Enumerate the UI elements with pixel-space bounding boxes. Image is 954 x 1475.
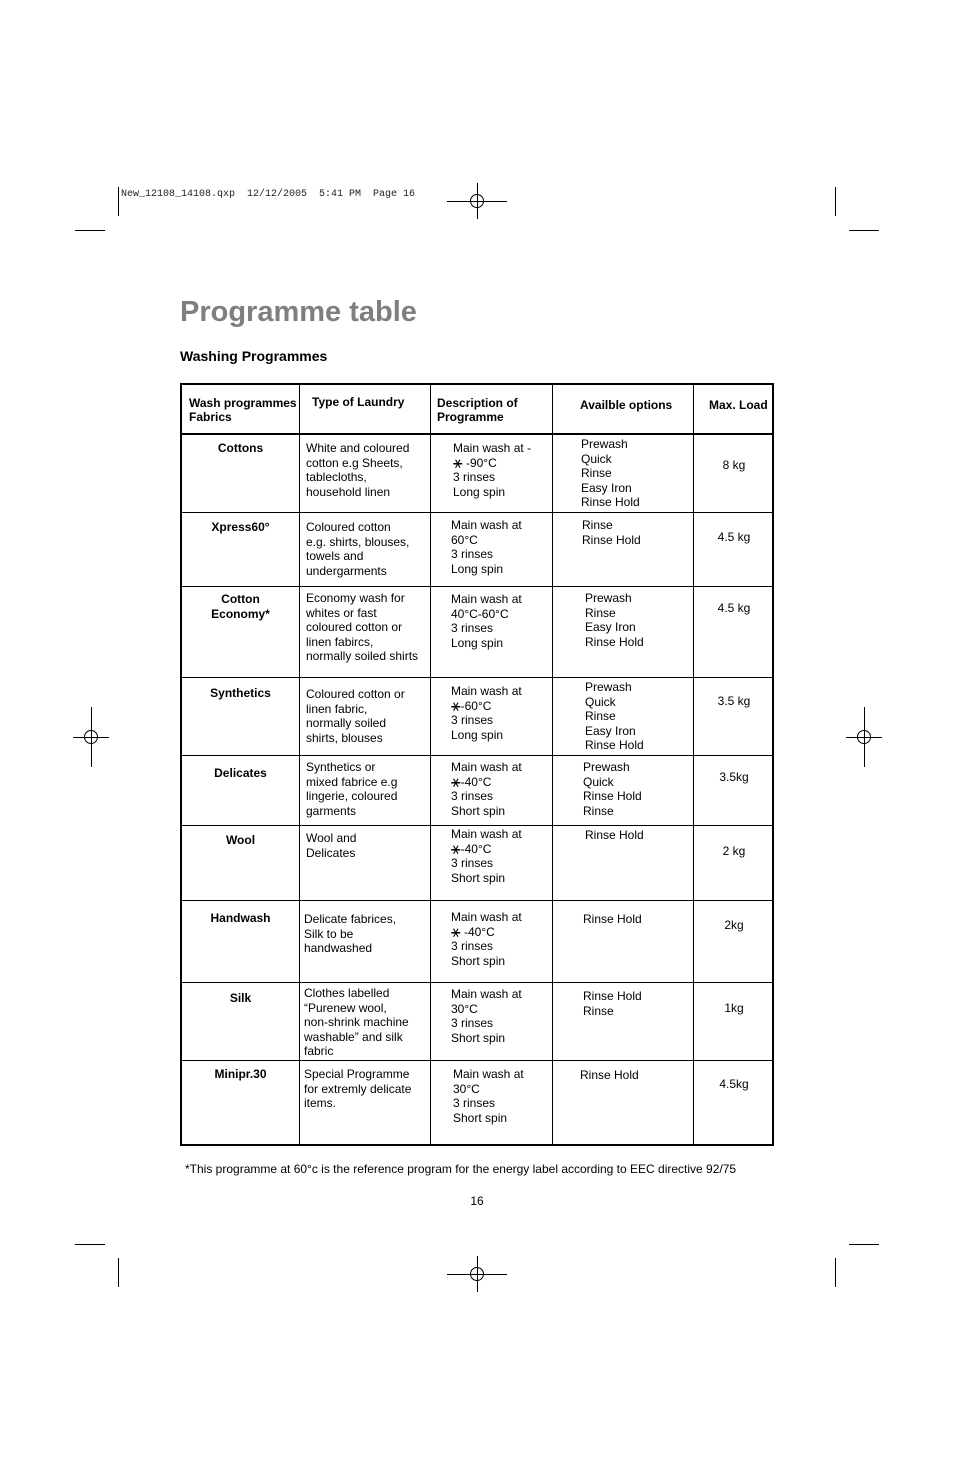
crop-mark [75,230,105,231]
laundry-type: Economy wash for whites or fast coloured cotton or linen fabircs, normally soiled shirts [306,591,419,663]
programme-name: Cottons [217,441,264,455]
snowflake-icon: ⚹ [453,454,463,472]
max-load: 2 kg [722,844,746,858]
row-divider [182,755,772,756]
max-load: 4.5kg [719,1077,749,1091]
laundry-type: Clothes labelled “Purenew wool, non-shrink machine washable” and silk fabric [304,986,409,1058]
available-options: Prewash Quick Rinse Easy Iron Rinse Hold [581,437,640,509]
registration-mark-bottom [447,1256,507,1292]
max-load: 2kg [724,918,744,932]
row-divider [182,1060,772,1061]
laundry-type: Coloured cotton e.g. shirts, blouses, towels and undergarments [306,520,410,578]
header-options: Availble options [580,398,673,412]
programme-name: Xpress60° [211,520,270,534]
crop-mark [75,1244,105,1245]
header-programme: Wash programmes Fabrics [189,396,297,424]
crop-mark [849,230,879,231]
row-divider [182,825,772,826]
programme-name: Cotton Economy* [211,592,270,621]
programme-description: Main wash at 30°C 3 rinses Short spin [453,1067,524,1125]
column-divider [693,385,694,1144]
laundry-type: Wool and Delicates [306,831,357,860]
header-laundry: Type of Laundry [312,395,405,409]
programme-description: Main wash at ⚹-40°C 3 rinses Short spin [451,760,522,818]
row-divider [182,433,772,435]
available-options: Rinse Hold [585,828,644,842]
snowflake-icon: ⚹ [451,697,461,715]
registration-mark-left [73,707,109,767]
available-options: Rinse Hold [580,1068,639,1082]
programme-description: Main wash at - ⚹ -90°C 3 rinses Long spin [453,441,532,499]
header-load: Max. Load [709,398,768,412]
crop-mark [118,1258,119,1287]
laundry-type: White and coloured cotton e.g Sheets, tablecloths, household linen [306,441,410,499]
programme-description: Main wash at ⚹-40°C 3 rinses Short spin [451,827,522,885]
programme-table [180,383,774,1146]
snowflake-icon: ⚹ [451,923,461,941]
column-divider [430,385,431,1144]
available-options: Prewash Quick Rinse Hold Rinse [583,760,642,818]
row-divider [182,982,772,983]
max-load: 1kg [724,1001,744,1015]
programme-description: Main wash at 60°C 3 rinses Long spin [451,518,522,576]
max-load: 4.5 kg [717,530,751,544]
section-subtitle: Washing Programmes [180,348,328,364]
crop-mark [835,187,836,216]
header-description: Description of Programme [437,396,518,424]
row-divider [182,586,772,587]
available-options: Prewash Quick Rinse Easy Iron Rinse Hold [585,680,644,752]
available-options: Rinse Hold Rinse [583,989,642,1018]
registration-mark-right [846,707,882,767]
available-options: Prewash Rinse Easy Iron Rinse Hold [585,591,644,649]
programme-name: Handwash [210,911,271,925]
laundry-type: Synthetics or mixed fabrice e.g lingerie, coloured garments [306,760,398,818]
page-number: 16 [470,1194,484,1208]
laundry-type: Special Programme for extremly delicate items. [304,1067,412,1110]
programme-description: Main wash at 40°C-60°C 3 rinses Long spin [451,592,522,650]
max-load: 8 kg [722,458,746,472]
registration-mark-top [447,183,507,219]
footnote: *This programme at 60°c is the reference program for the energy label according to EEC directive 92/75 [185,1162,737,1176]
programme-name: Delicates [214,766,267,780]
crop-mark [849,1244,879,1245]
laundry-type: Delicate fabrices, Silk to be handwashed [304,912,397,955]
programme-description: Main wash at ⚹ -40°C 3 rinses Short spin [451,910,522,968]
slug-line: New_12108_14108.qxp 12/12/2005 5:41 PM Page 16 [121,189,416,200]
programme-description: Main wash at 30°C 3 rinses Short spin [451,987,522,1045]
programme-description: Main wash at ⚹-60°C 3 rinses Long spin [451,684,522,742]
programme-name: Silk [229,991,252,1005]
crop-mark [835,1258,836,1287]
programme-name: Wool [225,833,256,847]
programme-name: Synthetics [210,686,271,700]
crop-mark [118,187,119,216]
snowflake-icon: ⚹ [451,840,461,858]
laundry-type: Coloured cotton or linen fabric, normally soiled shirts, blouses [306,687,405,745]
available-options: Rinse Hold [583,912,642,926]
programme-name: Minipr.30 [214,1067,267,1081]
column-divider [299,385,300,1144]
row-divider [182,900,772,901]
available-options: Rinse Rinse Hold [582,518,641,547]
max-load: 3.5 kg [717,694,751,708]
snowflake-icon: ⚹ [451,773,461,791]
row-divider [182,677,772,678]
max-load: 4.5 kg [717,601,751,615]
max-load: 3.5kg [719,770,749,784]
column-divider [552,385,553,1144]
page-title: Programme table [180,296,417,328]
row-divider [182,512,772,513]
